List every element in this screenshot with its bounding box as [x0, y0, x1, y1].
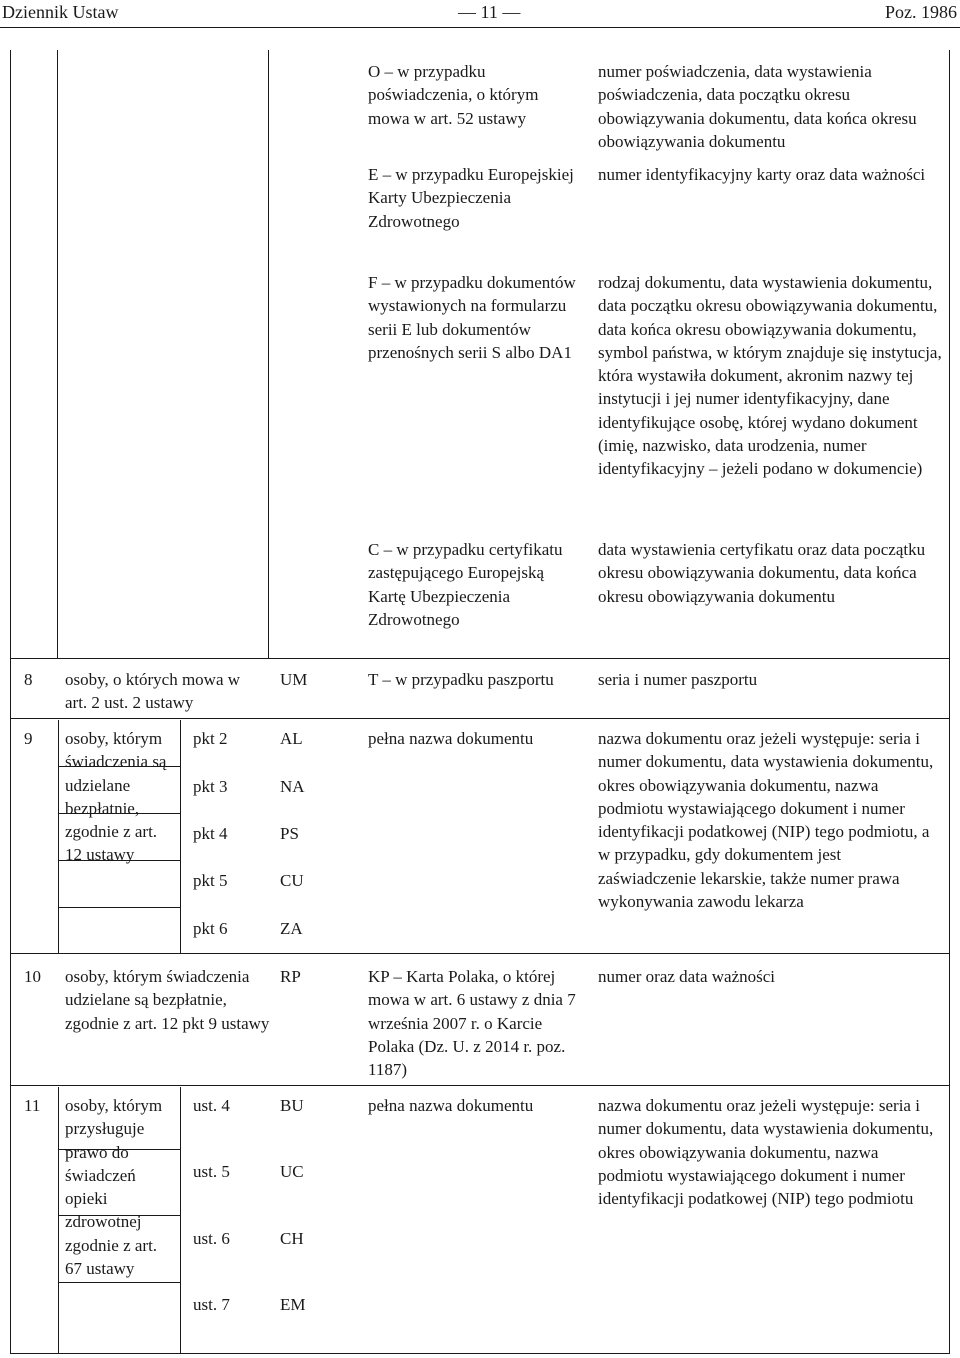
pkt-label: pkt 6 — [193, 919, 228, 938]
row-separator — [10, 658, 950, 659]
data-cell: nazwa dokumentu oraz jeżeli występuje: seria i numer dokumentu, data wystawienia dokumentu, okres obowiązywania dokumentu, nazwa podmiotu wystawiającego dokument i numer identyfikacji podatkowej (NIP) tego podmiotu — [598, 1096, 934, 1209]
ust-label: ust. 4 — [193, 1096, 230, 1115]
table-rule — [180, 720, 181, 953]
data-cell: numer oraz data ważności — [598, 967, 775, 986]
code-cell: BU — [280, 1096, 304, 1115]
table-border-bottom — [10, 1353, 950, 1354]
code-cell: CU — [280, 871, 304, 890]
row-number: 8 — [24, 670, 33, 689]
row-separator — [10, 953, 950, 954]
sub-row-separator — [58, 1149, 180, 1150]
doc-type-cell: KP – Karta Polaka, o której mowa w art. 6 ustawy z dnia 7 września 2007 r. o Karcie Polaka (Dz. U. z 2014 r. poz. 1187) — [368, 967, 576, 1080]
header-rule — [0, 27, 960, 28]
data-cell: data wystawienia certyfikatu oraz data początku okresu obowiązywania dokumentu, data końca okresu obowiązywania dokumentu — [598, 540, 926, 606]
pkt-label: pkt 2 — [193, 729, 228, 748]
table-border-left — [10, 50, 11, 1353]
person-category: osoby, którym świadczenia udzielane są bezpłatnie, zgodnie z art. 12 pkt 9 ustawy — [65, 967, 270, 1033]
row-number: 11 — [24, 1096, 41, 1115]
doc-type-cell: T – w przypadku paszportu — [368, 670, 554, 689]
code-cell: EM — [280, 1295, 306, 1314]
row-number: 10 — [24, 967, 41, 986]
sub-row-separator — [58, 1215, 180, 1216]
doc-type-cell: F – w przypadku dokumentów wystawionych na formularzu serii E lub dokumentów przenośnych serii S albo DA1 — [368, 273, 576, 362]
table-border-right — [949, 50, 950, 1353]
data-cell: rodzaj dokumentu, data wystawienia dokumentu, data początku okresu obowiązywania dokumentu, data końca okresu obowiązywania dokumentu, symbol państwa, w którym znajduje się instytucja, która wystawiła dokument, akronim nazwy tej instytucji i jej numer identyfikacyjny, dane identyfikujące osobę, której wydano dokument (imię, nazwisko, data urodzenia, numer identyfikacyjny – jeżeli podano w dokumencie) — [598, 273, 942, 479]
ust-label: ust. 6 — [193, 1229, 230, 1248]
data-cell: nazwa dokumentu oraz jeżeli występuje: seria i numer dokumentu, data wystawienia dokumentu, okres obowiązywania dokumentu, nazwa podmiotu wystawiającego dokument i numer identyfikacji podatkowej (NIP) tego podmiotu, a w przypadku, gdy dokumentem jest zaświadczenie lekarskie, także numer prawa wykonywania zawodu lekarza — [598, 729, 934, 912]
table-rule — [58, 1087, 59, 1353]
person-category: osoby, którym świadczenia są udzielane bezpłatnie, zgodnie z art. 12 ustawy — [65, 729, 167, 865]
person-category: osoby, o których mowa w art. 2 ust. 2 ustawy — [65, 670, 241, 713]
row-separator — [10, 1085, 950, 1086]
data-cell: numer identyfikacyjny karty oraz data ważności — [598, 165, 926, 184]
doc-type-cell: pełna nazwa dokumentu — [368, 729, 534, 748]
code-cell: PS — [280, 824, 299, 843]
pkt-label: pkt 5 — [193, 871, 228, 890]
code-cell: NA — [280, 777, 305, 796]
data-cell: numer poświadczenia, data wystawienia poświadczenia, data początku okresu obowiązywania dokumentu, data końca okresu obowiązywania dokumentu — [598, 62, 917, 151]
code-cell: UC — [280, 1162, 304, 1181]
code-cell: RP — [280, 967, 301, 986]
code-cell: ZA — [280, 919, 303, 938]
row-separator — [10, 718, 950, 719]
sub-row-separator — [58, 813, 180, 814]
ust-label: ust. 5 — [193, 1162, 230, 1181]
sub-row-separator — [58, 907, 180, 908]
doc-type-cell: pełna nazwa dokumentu — [368, 1096, 534, 1115]
data-cell: seria i numer paszportu — [598, 670, 758, 689]
doc-type-cell: O – w przypadku poświadczenia, o którym mowa w art. 52 ustawy — [368, 62, 539, 128]
pkt-label: pkt 4 — [193, 824, 228, 843]
table-rule — [58, 720, 59, 953]
table-rule — [268, 50, 269, 658]
pkt-label: pkt 3 — [193, 777, 228, 796]
code-cell: AL — [280, 729, 303, 748]
code-cell: CH — [280, 1229, 304, 1248]
position-number: Poz. 1986 — [885, 2, 957, 22]
ust-label: ust. 7 — [193, 1295, 230, 1314]
page-number: — 11 — — [458, 2, 521, 22]
sub-row-separator — [58, 1282, 180, 1283]
code-cell: UM — [280, 670, 308, 689]
sub-row-separator — [58, 766, 180, 767]
table-rule — [57, 50, 58, 658]
doc-type-cell: C – w przypadku certyfikatu zastępującego Europejską Kartę Ubezpieczenia Zdrowotnego — [368, 540, 563, 629]
doc-type-cell: E – w przypadku Europejskiej Karty Ubezpieczenia Zdrowotnego — [368, 165, 574, 231]
table-rule — [180, 1087, 181, 1353]
row-number: 9 — [24, 729, 33, 748]
person-category: osoby, którym przysługuje prawo do świadczeń opieki zdrowotnej zgodnie z art. 67 ustawy — [65, 1096, 163, 1279]
sub-row-separator — [58, 860, 180, 861]
journal-title: Dziennik Ustaw — [2, 2, 119, 22]
